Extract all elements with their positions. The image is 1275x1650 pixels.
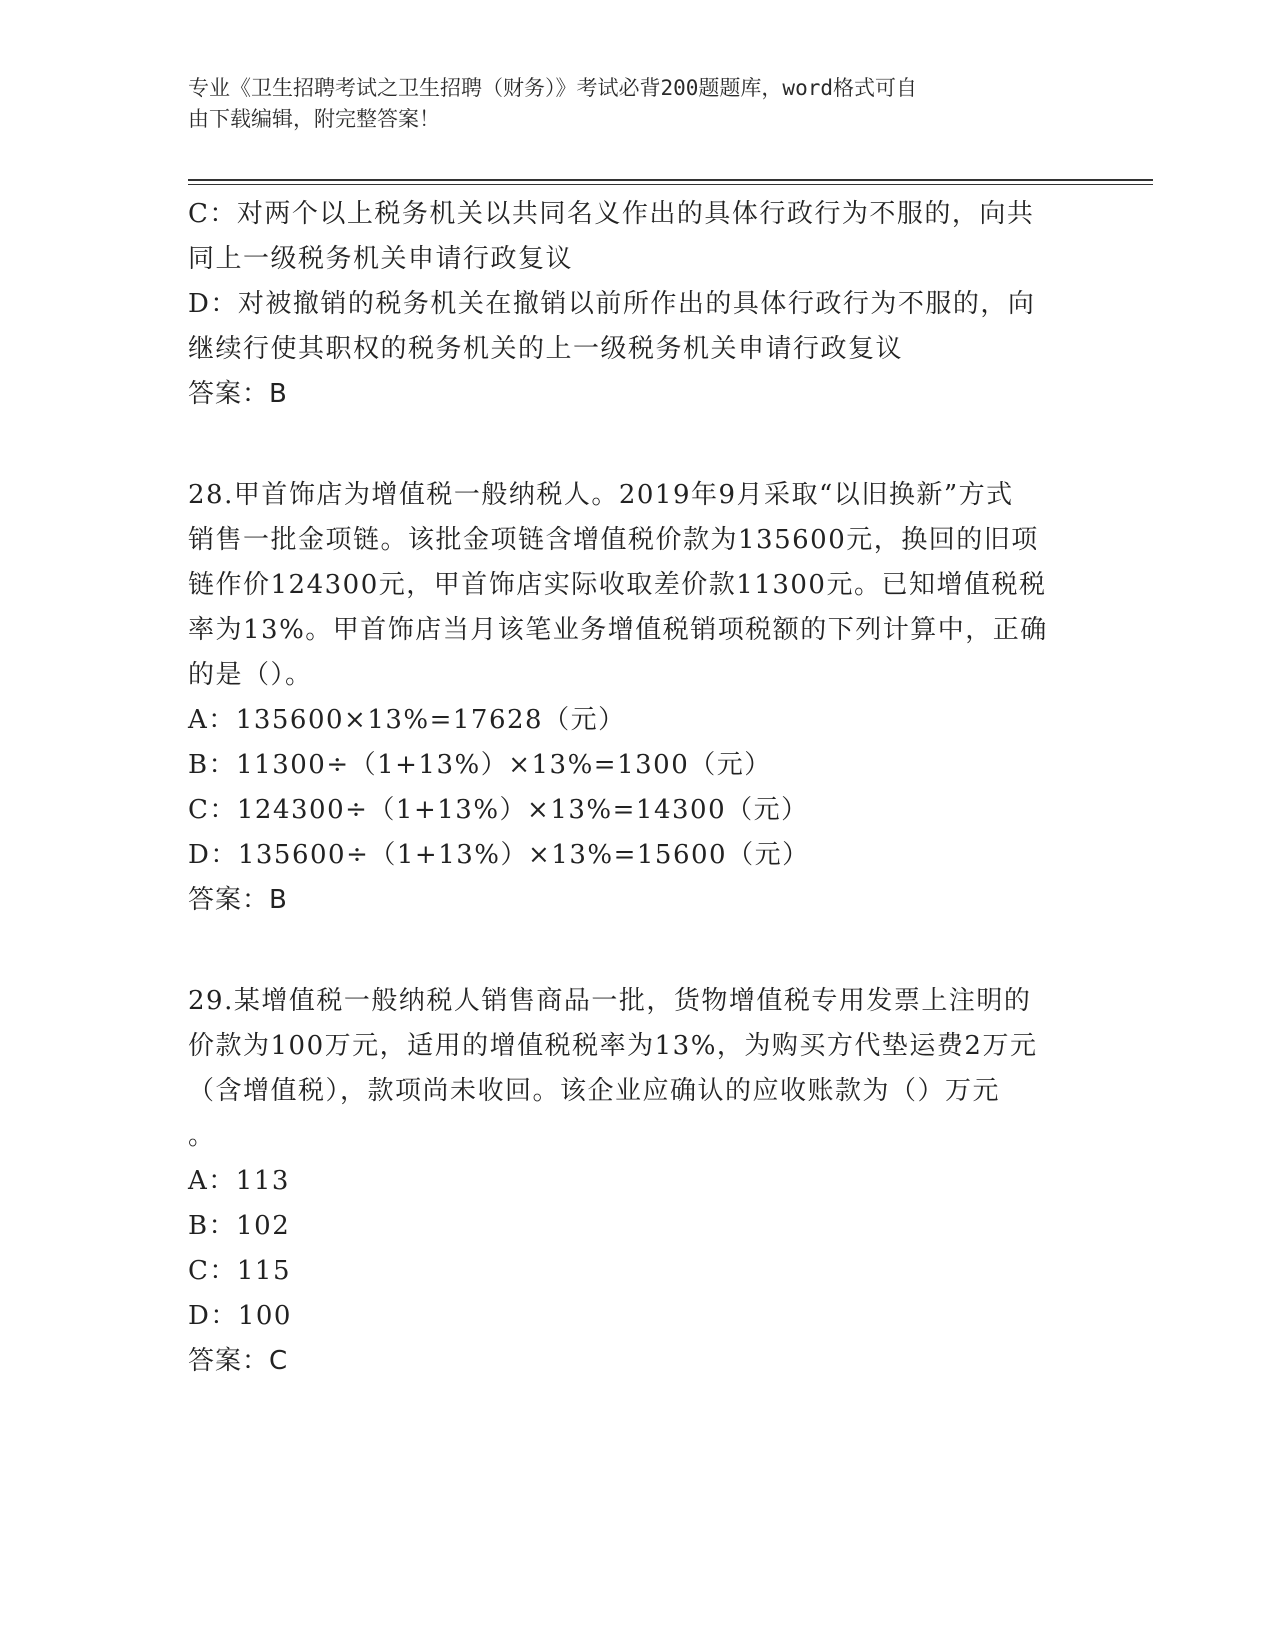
question-29-stem-line: 29.某增值税一般纳税人销售商品一批，货物增值税专用发票上注明的 (188, 986, 1032, 1016)
answer-28: 答案：B (188, 885, 288, 915)
question-29-options (188, 1159, 1088, 1339)
document-header (188, 73, 1088, 135)
question-28-stem-line: 销售一批金项链。该批金项链含增值税价款为135600元，换回的旧项 (188, 525, 1039, 555)
header-line-1: 专业《卫生招聘考试之卫生招聘（财务）》考试必背200题题库，word格式可自 (188, 76, 917, 100)
option-d: D：100 (188, 1301, 292, 1331)
option-d-line-1: D：对被撤销的税务机关在撤销以前所作出的具体行政行为不服的，向 (188, 289, 1036, 319)
option-d-line-2: 继续行使其职权的税务机关的上一级税务机关申请行政复议 (188, 334, 904, 364)
question-29-stem-line: （含增值税），款项尚未收回。该企业应确认的应收账款为（）万元 (188, 1076, 1001, 1106)
question-29-stem-line: 。 (188, 1121, 216, 1151)
option-c-line-1: C：对两个以上税务机关以共同名义作出的具体行政行为不服的，向共 (188, 199, 1035, 229)
question-28-stem-line: 率为13%。甲首饰店当月该笔业务增值税销项税额的下列计算中，正确 (188, 615, 1048, 645)
option-d: D：135600÷（1+13%）×13%=15600（元） (188, 840, 810, 870)
question-29-stem-line: 价款为100万元，适用的增值税税率为13%，为购买方代垫运费2万元 (188, 1031, 1038, 1061)
spacer (188, 417, 1088, 473)
header-divider-thick (188, 179, 1153, 181)
question-28-options (188, 698, 1088, 878)
option-b: B：11300÷（1+13%）×13%=1300（元） (188, 750, 772, 780)
question-27-continued (188, 192, 1088, 417)
question-28 (188, 473, 1088, 923)
option-c-line-2: 同上一级税务机关申请行政复议 (188, 244, 574, 274)
question-29 (188, 979, 1088, 1384)
question-28-stem-line: 28.甲首饰店为增值税一般纳税人。2019年9月采取“以旧换新”方式 (188, 480, 1014, 510)
question-28-stem-line: 的是（）。 (188, 660, 313, 690)
option-c: C：124300÷（1+13%）×13%=14300（元） (188, 795, 809, 825)
answer-27: 答案：B (188, 379, 288, 409)
answer-29: 答案：C (188, 1346, 289, 1376)
spacer (188, 923, 1088, 979)
document-body (188, 192, 1088, 1384)
question-28-stem-line: 链作价124300元，甲首饰店实际收取差价款11300元。已知增值税税 (188, 570, 1047, 600)
option-a: A：113 (188, 1166, 290, 1196)
option-c: C：115 (188, 1256, 292, 1286)
option-a: A：135600×13%=17628（元） (188, 705, 626, 735)
option-b: B：102 (188, 1211, 291, 1241)
header-divider-thin (188, 184, 1153, 185)
header-line-2: 由下载编辑，附完整答案！ (188, 107, 440, 131)
